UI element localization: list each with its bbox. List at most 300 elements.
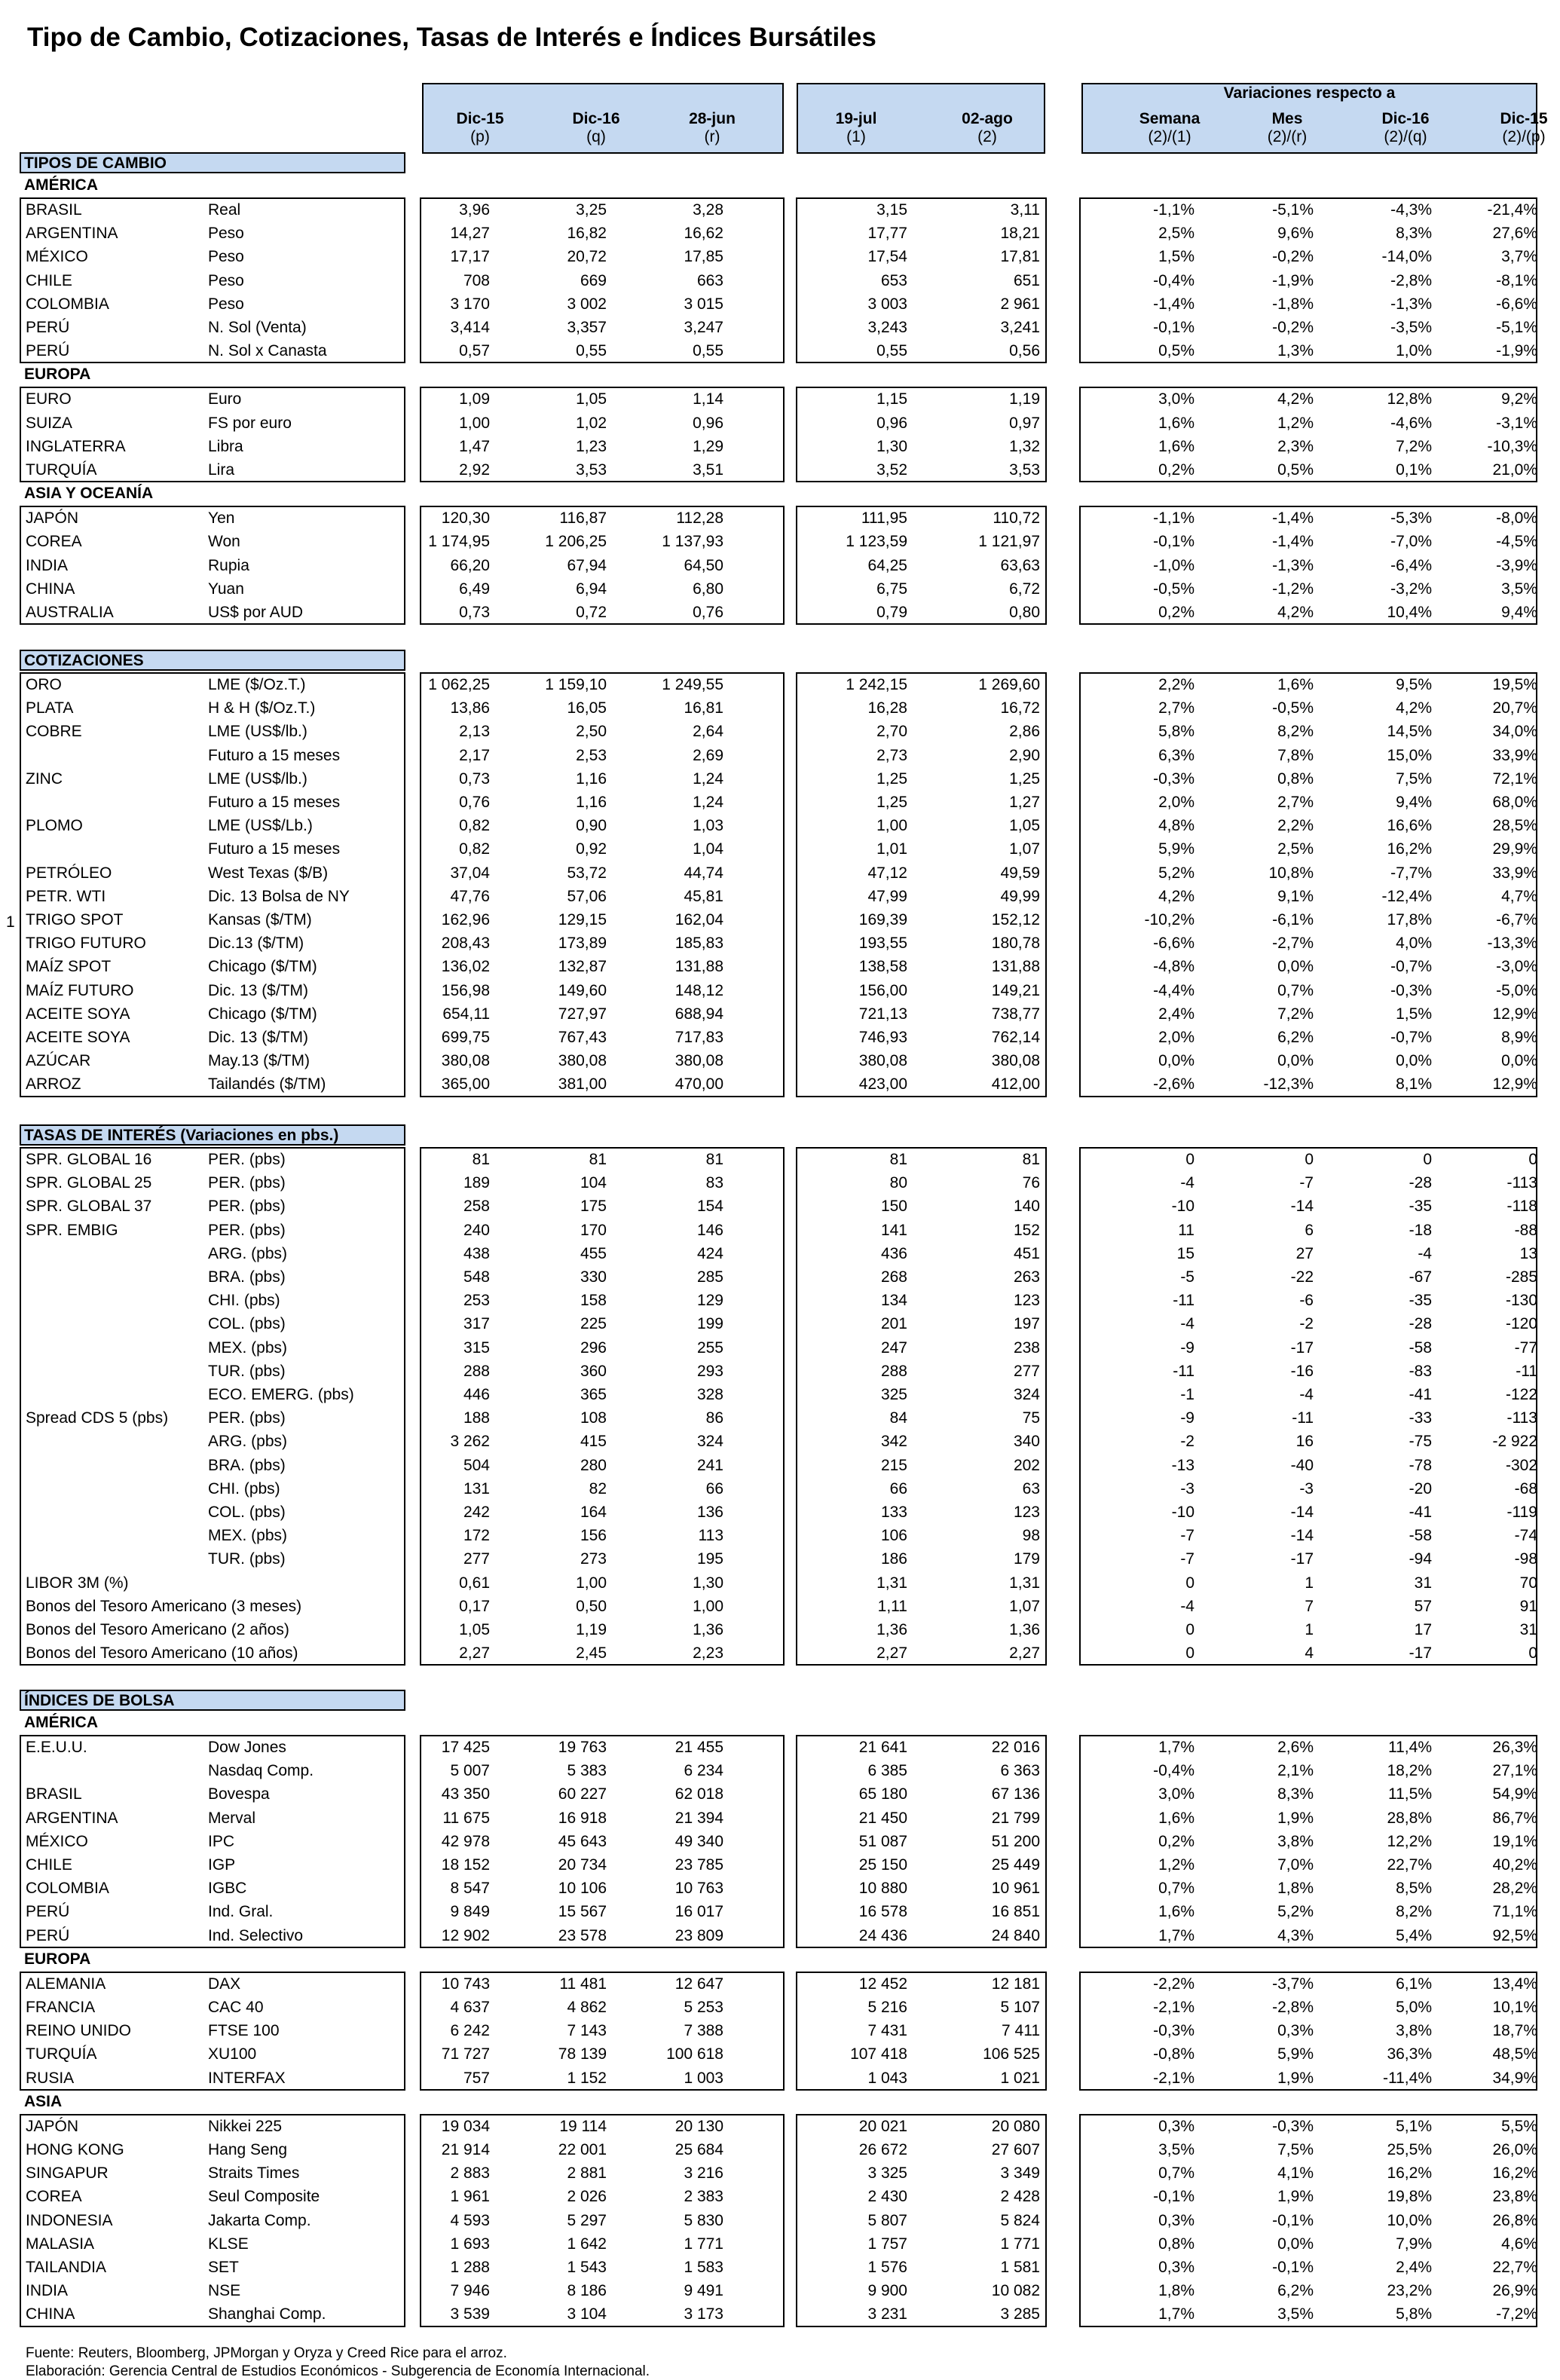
cell-value: 13,4%: [1492, 1975, 1537, 1993]
cell-value: 1,3%: [1277, 342, 1314, 360]
cell-value: 380,08: [991, 1052, 1040, 1070]
cell-value: 412,00: [991, 1075, 1040, 1094]
cell-value: 17: [1414, 1621, 1432, 1638]
cell-value: 1,7%: [1158, 1926, 1194, 1944]
cell-value: 16,28: [867, 699, 907, 717]
cell-value: 3,8%: [1277, 1832, 1314, 1850]
column-sublabel: (2)/(1): [1148, 128, 1191, 145]
column-sublabel: (2)/(r): [1267, 128, 1308, 145]
row-label: TURQUÍA: [26, 2045, 97, 2063]
cell-value: 49 340: [674, 1832, 723, 1850]
cell-value: 3,53: [1009, 461, 1040, 479]
cell-value: 1 771: [1000, 2235, 1040, 2253]
cell-value: 26,3%: [1492, 1739, 1537, 1756]
cell-value: -77: [1514, 1338, 1537, 1357]
cell-value: 18,21: [1000, 225, 1040, 243]
cell-value: -68: [1514, 1479, 1537, 1497]
row-label: JAPÓN: [26, 2117, 79, 2135]
row-sublabel: TUR. (pbs): [208, 1362, 286, 1380]
row-label: SPR. GLOBAL 25: [26, 1174, 152, 1192]
cell-value: -17: [1409, 1644, 1432, 1663]
cell-value: 67 136: [991, 1785, 1040, 1803]
cell-value: 2,13: [459, 723, 490, 741]
row-label: Spread CDS 5 (pbs): [26, 1409, 169, 1427]
cell-value: 1 288: [450, 2259, 490, 2276]
row-sublabel: Ind. Gral.: [208, 1903, 274, 1921]
cell-value: 0,61: [459, 1574, 490, 1592]
cell-value: 3,96: [459, 201, 490, 219]
cell-value: 12 647: [674, 1975, 723, 1993]
cell-value: 285: [696, 1268, 723, 1286]
row-label: COLOMBIA: [26, 1880, 109, 1898]
table-row: [0, 1360, 1560, 1383]
cell-value: 120,30: [441, 509, 490, 528]
cell-value: 0,76: [693, 604, 723, 621]
cell-value: 0,0%: [1277, 2235, 1314, 2253]
cell-value: 1 757: [867, 2235, 907, 2253]
row-sublabel: COL. (pbs): [208, 1315, 286, 1333]
cell-value: -0,4%: [1153, 1762, 1194, 1780]
cell-value: 415: [580, 1433, 607, 1451]
row-label: TRIGO FUTURO: [26, 935, 146, 953]
cell-value: 1,25: [876, 769, 907, 788]
row-sublabel: Futuro a 15 meses: [208, 840, 341, 858]
table-row: [0, 458, 1560, 482]
cell-value: 5,4%: [1396, 1926, 1432, 1944]
cell-value: 26,9%: [1492, 2282, 1537, 2300]
cell-value: -4: [1418, 1244, 1432, 1262]
cell-value: 3 002: [567, 295, 607, 313]
cell-value: 3,5%: [1501, 580, 1537, 598]
row-sublabel: LME (US$/Lb.): [208, 817, 313, 835]
cell-value: 110,72: [993, 509, 1040, 528]
cell-value: 0,17: [459, 1597, 490, 1615]
cell-value: 10,8%: [1268, 864, 1314, 882]
cell-value: 208,43: [441, 935, 490, 953]
cell-value: 148,12: [674, 981, 723, 999]
table-row: [0, 2019, 1560, 2042]
cell-value: -6,7%: [1496, 911, 1537, 928]
cell-value: 34,0%: [1492, 723, 1537, 741]
cell-value: 7 411: [1002, 2022, 1040, 2040]
group-title: AMÉRICA: [24, 176, 98, 194]
cell-value: 1,00: [876, 817, 907, 835]
cell-value: 4,2%: [1277, 390, 1314, 408]
row-sublabel: Nikkei 225: [208, 2117, 283, 2135]
cell-value: 60 227: [558, 1785, 607, 1803]
row-label: JAPÓN: [26, 509, 79, 528]
cell-value: 5 807: [867, 2211, 907, 2229]
row-sublabel: CHI. (pbs): [208, 1292, 280, 1310]
cell-value: 1,47: [459, 437, 490, 455]
cell-value: -1,4%: [1272, 509, 1314, 528]
cell-value: 133: [880, 1504, 907, 1521]
cell-value: 136,02: [441, 958, 490, 976]
row-label: EURO: [26, 390, 72, 408]
cell-value: 0,82: [459, 840, 490, 858]
cell-value: 424: [696, 1244, 723, 1262]
cell-value: 6 385: [867, 1762, 907, 1780]
cell-value: -75: [1409, 1433, 1432, 1451]
cell-value: 3,7%: [1501, 248, 1537, 266]
cell-value: 27: [1295, 1244, 1314, 1262]
cell-value: 1,6%: [1158, 437, 1194, 455]
cell-value: 1,25: [876, 794, 907, 811]
cell-value: -0,7%: [1390, 1029, 1432, 1046]
cell-value: 2,23: [693, 1644, 723, 1663]
cell-value: 4,8%: [1158, 817, 1194, 835]
table-row: [0, 1219, 1560, 1242]
column-label: Semana: [1139, 110, 1201, 127]
column-header-6: [1234, 110, 1340, 146]
cell-value: 5 383: [567, 1762, 607, 1780]
cell-value: 7,2%: [1277, 1005, 1314, 1023]
cell-value: 156,98: [441, 981, 490, 999]
cell-value: -4: [1299, 1386, 1314, 1403]
cell-value: 317: [463, 1315, 490, 1333]
cell-value: -0,2%: [1272, 248, 1314, 266]
cell-value: -1,9%: [1496, 342, 1537, 360]
cell-value: 9 491: [684, 2282, 723, 2300]
table-row: [0, 814, 1560, 837]
table-row: [0, 1618, 1560, 1641]
cell-value: 2,53: [576, 746, 607, 764]
section-title: COTIZACIONES: [20, 650, 405, 671]
cell-value: 4,2%: [1158, 887, 1194, 905]
cell-value: 13,86: [450, 699, 490, 717]
cell-value: 6,2%: [1277, 1029, 1314, 1046]
column-sublabel: (r): [704, 128, 720, 145]
cell-value: 1,09: [459, 390, 490, 408]
cell-value: 7: [1305, 1597, 1314, 1615]
table-row: [0, 861, 1560, 885]
cell-value: 2,5%: [1277, 840, 1314, 858]
cell-value: 17,54: [867, 248, 907, 266]
cell-value: 107 418: [850, 2045, 907, 2063]
cell-value: 158: [580, 1292, 607, 1310]
cell-value: -5,3%: [1390, 509, 1432, 528]
cell-value: 5,8%: [1158, 723, 1194, 741]
cell-value: 0,73: [459, 604, 490, 621]
cell-value: 7 388: [684, 2022, 723, 2040]
cell-value: 436: [880, 1244, 907, 1262]
cell-value: 84: [889, 1409, 907, 1427]
cell-value: -14: [1290, 1527, 1314, 1545]
row-sublabel: FTSE 100: [208, 2022, 280, 2040]
cell-value: 82: [589, 1479, 607, 1497]
cell-value: 141: [880, 1221, 907, 1239]
cell-value: 2 883: [450, 2164, 490, 2183]
row-sublabel: LME ($/Oz.T.): [208, 676, 306, 693]
table-row: [0, 2066, 1560, 2090]
cell-value: -1,1%: [1153, 509, 1194, 528]
column-header-3: [803, 110, 909, 146]
section-title: ÍNDICES DE BOLSA: [20, 1690, 405, 1711]
row-sublabel: ARG. (pbs): [208, 1433, 288, 1451]
cell-value: 68,0%: [1492, 794, 1537, 811]
row-sublabel: Euro: [208, 390, 242, 408]
cell-value: 19 034: [441, 2117, 490, 2135]
cell-value: 66,20: [450, 556, 490, 574]
column-header-1: [543, 110, 649, 146]
cell-value: -58: [1409, 1527, 1432, 1545]
cell-value: 1: [1305, 1621, 1314, 1638]
cell-value: 3,15: [876, 201, 907, 219]
cell-value: 5,0%: [1396, 1999, 1432, 2016]
row-sublabel: US$ por AUD: [208, 604, 304, 621]
row-label: ARROZ: [26, 1075, 81, 1094]
cell-value: -16: [1290, 1362, 1314, 1380]
cell-value: 6,3%: [1158, 746, 1194, 764]
cell-value: -33: [1409, 1409, 1432, 1427]
cell-value: 0: [1185, 1151, 1194, 1168]
table-row: [0, 1477, 1560, 1501]
cell-value: 3,241: [1000, 319, 1040, 336]
column-header: [422, 83, 1548, 154]
cell-value: 5,2%: [1158, 864, 1194, 882]
row-sublabel: NSE: [208, 2282, 241, 2300]
table-row: [0, 1736, 1560, 1759]
cell-value: 3,0%: [1158, 390, 1194, 408]
cell-value: 328: [696, 1386, 723, 1403]
cell-value: 11: [1178, 1221, 1194, 1239]
cell-value: 104: [580, 1174, 607, 1192]
table-row: [0, 1406, 1560, 1430]
row-label: ZINC: [26, 769, 63, 788]
row-sublabel: Straits Times: [208, 2164, 300, 2183]
cell-value: -0,8%: [1153, 2045, 1194, 2063]
cell-value: -1,9%: [1272, 271, 1314, 289]
cell-value: 70: [1519, 1574, 1537, 1592]
cell-value: 6 242: [450, 2022, 490, 2040]
cell-value: 4 862: [567, 1999, 607, 2016]
cell-value: -67: [1409, 1268, 1432, 1286]
cell-value: 8,5%: [1396, 1880, 1432, 1898]
cell-value: -6,4%: [1390, 556, 1432, 574]
cell-value: 150: [880, 1198, 907, 1216]
table-row: [0, 1524, 1560, 1547]
cell-value: 3,5%: [1158, 2141, 1194, 2158]
cell-value: 1,8%: [1158, 2282, 1194, 2300]
table-row: [0, 1641, 1560, 1665]
column-label: Dic-16: [572, 110, 620, 127]
column-sublabel: (2): [977, 128, 997, 145]
cell-value: 112,28: [676, 509, 723, 528]
cell-value: -40: [1290, 1456, 1314, 1474]
cell-value: 651: [1013, 271, 1040, 289]
cell-value: 0,0%: [1277, 958, 1314, 976]
cell-value: 21 914: [441, 2141, 490, 2158]
cell-value: 1,8%: [1277, 1880, 1314, 1898]
cell-value: 12,2%: [1387, 1832, 1432, 1850]
cell-value: -120: [1505, 1315, 1537, 1333]
cell-value: 1,7%: [1158, 1739, 1194, 1756]
cell-value: 188: [463, 1409, 490, 1427]
cell-value: 92,5%: [1492, 1926, 1537, 1944]
cell-value: -17: [1290, 1338, 1314, 1357]
cell-value: 1 693: [450, 2235, 490, 2253]
cell-value: 10,1%: [1492, 1999, 1537, 2016]
row-label: Bonos del Tesoro Americano (10 años): [26, 1644, 298, 1663]
cell-value: 380,08: [441, 1052, 490, 1070]
table-row: [0, 411, 1560, 435]
cell-value: 10 961: [991, 1880, 1040, 1898]
cell-value: 72,1%: [1492, 769, 1537, 788]
cell-value: 3,414: [450, 319, 490, 336]
cell-value: -35: [1409, 1198, 1432, 1216]
cell-value: 80: [889, 1174, 907, 1192]
table-row: [0, 1312, 1560, 1335]
row-label: PERÚ: [26, 319, 70, 336]
cell-value: 195: [696, 1550, 723, 1568]
cell-value: 0: [1185, 1574, 1194, 1592]
cell-value: -5,1%: [1496, 319, 1537, 336]
cell-value: 63: [1022, 1479, 1040, 1497]
row-label: PETRÓLEO: [26, 864, 112, 882]
cell-value: 3,25: [576, 201, 607, 219]
cell-value: 5,8%: [1396, 2305, 1432, 2323]
cell-value: 75: [1022, 1409, 1040, 1427]
cell-value: 6 363: [1000, 1762, 1040, 1780]
group-title: EUROPA: [24, 366, 91, 384]
cell-value: 2,4%: [1396, 2259, 1432, 2276]
cell-value: 27 607: [991, 2141, 1040, 2158]
row-label: MAÍZ SPOT: [26, 958, 112, 976]
row-label: INGLATERRA: [26, 437, 126, 455]
row-sublabel: Dic. 13 Bolsa de NY: [208, 887, 350, 905]
cell-value: 197: [1013, 1315, 1040, 1333]
cell-value: 12,8%: [1387, 390, 1432, 408]
cell-value: 1,30: [876, 437, 907, 455]
cell-value: 22 016: [991, 1739, 1040, 1756]
cell-value: -88: [1514, 1221, 1537, 1239]
cell-value: 7,2%: [1396, 437, 1432, 455]
column-label: Mes: [1271, 110, 1303, 127]
cell-value: 663: [696, 271, 723, 289]
table-row: [0, 696, 1560, 720]
row-label: TAILANDIA: [26, 2259, 106, 2276]
cell-value: 45 643: [558, 1832, 607, 1850]
cell-value: 40,2%: [1492, 1856, 1537, 1874]
row-label: E.E.U.U.: [26, 1739, 87, 1756]
cell-value: 1,01: [876, 840, 907, 858]
cell-value: 738,77: [991, 1005, 1040, 1023]
cell-value: 470,00: [674, 1075, 723, 1094]
table-row: [0, 577, 1560, 601]
cell-value: 131,88: [991, 958, 1040, 976]
cell-value: 2,70: [876, 723, 907, 741]
cell-value: 173,89: [558, 935, 607, 953]
row-sublabel: Won: [208, 533, 240, 551]
cell-value: -7: [1299, 1174, 1314, 1192]
cell-value: 123: [1013, 1504, 1040, 1521]
cell-value: 4,2%: [1277, 604, 1314, 621]
column-label: Dic-16: [1381, 110, 1430, 127]
cell-value: 3,52: [876, 461, 907, 479]
cell-value: 129: [696, 1292, 723, 1310]
cell-value: 16,6%: [1387, 817, 1432, 835]
cell-value: 2,50: [576, 723, 607, 741]
table-row: [0, 1900, 1560, 1923]
cell-value: 2,7%: [1158, 699, 1194, 717]
cell-value: 81: [705, 1151, 723, 1168]
cell-value: 0,50: [576, 1597, 607, 1615]
cell-value: 113: [698, 1527, 723, 1545]
cell-value: 3 539: [450, 2305, 490, 2323]
cell-value: 116,87: [559, 509, 607, 528]
cell-value: 6 234: [684, 1762, 723, 1780]
cell-value: -74: [1514, 1527, 1537, 1545]
row-sublabel: Ind. Selectivo: [208, 1926, 304, 1944]
table-row: [0, 1242, 1560, 1265]
cell-value: 1 152: [567, 2069, 607, 2087]
cell-value: 0,7%: [1277, 981, 1314, 999]
cell-value: 688,94: [674, 1005, 723, 1023]
cell-value: 189: [463, 1174, 490, 1192]
cell-value: 10,0%: [1387, 2211, 1432, 2229]
cell-value: -5,1%: [1272, 201, 1314, 219]
cell-value: 1 583: [684, 2259, 723, 2276]
cell-value: -21,4%: [1487, 201, 1537, 219]
cell-value: 1 249,55: [662, 676, 723, 693]
cell-value: 746,93: [858, 1029, 907, 1046]
cell-value: 146: [696, 1221, 723, 1239]
column-sublabel: (1): [846, 128, 866, 145]
cell-value: 19,1%: [1492, 1832, 1537, 1850]
cell-value: -9: [1180, 1409, 1194, 1427]
cell-value: 169,39: [858, 911, 907, 928]
cell-value: -2,7%: [1272, 935, 1314, 953]
cell-value: 1,16: [576, 794, 607, 811]
row-sublabel: Hang Seng: [208, 2141, 288, 2158]
cell-value: -113: [1506, 1174, 1537, 1192]
cell-value: 504: [463, 1456, 490, 1474]
cell-value: 201: [880, 1315, 907, 1333]
cell-value: 1,6%: [1158, 414, 1194, 432]
cell-value: 4,3%: [1277, 1926, 1314, 1944]
cell-value: 1,6%: [1158, 1809, 1194, 1827]
cell-value: 325: [880, 1386, 907, 1403]
cell-value: 653: [880, 271, 907, 289]
cell-value: 330: [580, 1268, 607, 1286]
row-label: MAÍZ FUTURO: [26, 981, 134, 999]
cell-value: -0,1%: [1272, 2259, 1314, 2276]
cell-value: 0,90: [576, 817, 607, 835]
cell-value: 1,36: [693, 1621, 723, 1638]
cell-value: -8,1%: [1496, 271, 1537, 289]
column-label: Dic-15: [456, 110, 504, 127]
cell-value: 21 450: [858, 1809, 907, 1827]
cell-value: 225: [580, 1315, 607, 1333]
cell-value: -285: [1505, 1268, 1537, 1286]
cell-value: 0,3%: [1277, 2022, 1314, 2040]
cell-value: 1 581: [1000, 2259, 1040, 2276]
cell-value: 5 107: [1000, 1999, 1040, 2016]
cell-value: 6,94: [576, 580, 607, 598]
cell-value: -4,3%: [1390, 201, 1432, 219]
cell-value: 0,8%: [1158, 2235, 1194, 2253]
cell-value: -78: [1409, 1456, 1432, 1474]
cell-value: 22 001: [558, 2141, 607, 2158]
cell-value: 4,2%: [1396, 699, 1432, 717]
row-sublabel: XU100: [208, 2045, 257, 2063]
cell-value: 6,75: [876, 580, 907, 598]
cell-value: 1,27: [1009, 794, 1040, 811]
cell-value: -1,4%: [1272, 533, 1314, 551]
cell-value: 296: [580, 1338, 607, 1357]
cell-value: 10 743: [441, 1975, 490, 1993]
cell-value: 17,8%: [1387, 911, 1432, 928]
